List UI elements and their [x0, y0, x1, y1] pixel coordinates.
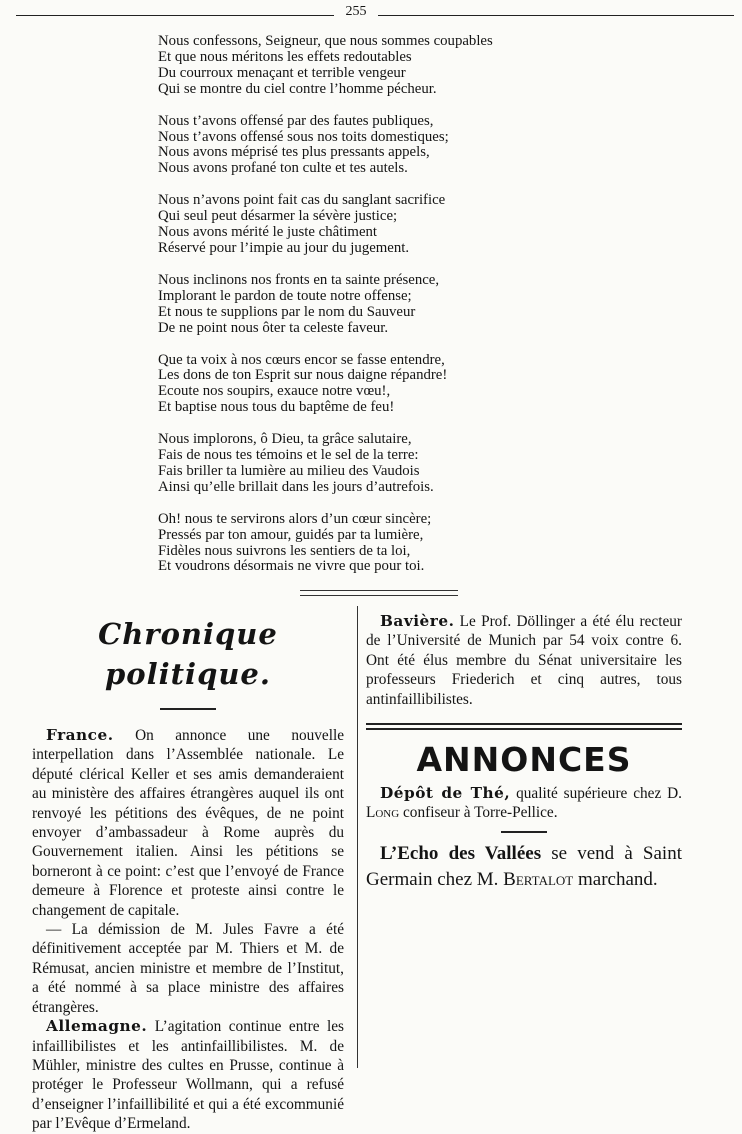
poem-line: Nous t’avons offensé par des fautes publiques, [158, 112, 434, 129]
poem-line: Nous confessons, Seigneur, que nous sommes coupables [158, 33, 493, 49]
poem-line: Nous avons mérité le juste châtiment [158, 224, 378, 241]
poem-line: Et baptise nous tous du baptême de feu! [158, 399, 395, 416]
title-rule [160, 708, 216, 710]
poem-line: Les dons de ton Esprit sur nous daigne répandre! [158, 367, 448, 384]
france-lead: France. [46, 726, 114, 744]
favre-paragraph: — La démission de M. Jules Favre a été définitivement acceptée par M. Thiers et M. de Rémusat, ancien ministre et membre de l’Institut, a été nommé à sa place ministre des affaires étrangères. [32, 921, 344, 1016]
poem-line: Nous t’avons offensé sous nos toits domestiques; [158, 128, 449, 145]
poem-line: Que ta voix à nos cœurs encor se fasse entendre, [158, 351, 445, 368]
france-paragraph [32, 726, 344, 920]
baviere-paragraph [366, 612, 682, 709]
poem-line: Pressés par ton amour, guidés par ta lumière, [158, 526, 424, 543]
poem-stanza [158, 34, 598, 98]
poem-line: Implorant le pardon de toute notre offense; [158, 287, 412, 304]
poem [158, 34, 598, 591]
poem-stanza [158, 273, 598, 337]
annonces-rule-top [366, 723, 682, 725]
baviere-lead: Bavière. [380, 612, 455, 630]
poem-stanza [158, 114, 598, 178]
annonces-title: ANNONCES [416, 740, 632, 780]
the-text-1: qualité supérieure chez D. [510, 785, 682, 803]
poem-line: Ecoute nos soupirs, exauce notre vœu!, [158, 383, 391, 400]
poem-line: Et voudrons désormais ne vivre que pour toi. [158, 558, 425, 575]
poem-line: Et que nous méritons les effets redoutables [158, 48, 412, 65]
poem-separator [300, 595, 458, 596]
poem-line: Nous n’avons point fait cas du sanglant sacrifice [158, 192, 446, 209]
poem-line: Nous avons méprisé tes plus pressants appels, [158, 144, 430, 161]
echo-text-1: se vend à Saint Germain chez M. [366, 842, 682, 890]
page-header [16, 4, 734, 22]
allemagne-text: L’agitation continue entre les infaillibilistes et les antinfaillibilistes. M. de Mühler, ministre des cultes en Prusse, continue à protéger le Professeur Wollmann, qui a refusé d’enseigner l’infaillibilité et qui a été excommunié par l’Evêque d’Ermeland. [32, 1018, 344, 1133]
poem-stanza [158, 432, 598, 496]
poem-line: Nous implorons, ô Dieu, ta grâce salutaire, [158, 431, 412, 448]
poem-line: Nous avons profané ton culte et tes autels. [158, 160, 408, 177]
header-rule-left [16, 15, 334, 16]
echo-announcement [366, 841, 682, 893]
allemagne-paragraph [32, 1017, 344, 1133]
chronique-column-right [366, 612, 682, 893]
france-text: On annonce une nouvelle interpellation dans l’Assemblée nationale. Le député clérical Keller et ses amis demanderaient au ministère des affaires étrangères auquel ils ont renvoyé les pétitions des évêques, de ne point envoyer d’ambassadeur à Rome auprès du Gouvernement italien. Ainsi les pétitions se borneront à ce point: c’est que l’envoyé de France demeure à Florence et proteste ainsi contre le changement de capitale. [32, 727, 344, 919]
poem-line: Fidèles nous suivrons les sentiers de ta loi, [158, 542, 411, 559]
poem-line: Et nous te supplions par le nom du Sauveur [158, 303, 416, 320]
chronique-title: Chronique politique. [98, 617, 278, 691]
annonces-divider [501, 831, 547, 833]
chronique-column-left [32, 612, 344, 1134]
poem-separator [300, 590, 458, 591]
the-text-2: confiseur à Torre-Pellice. [399, 804, 558, 822]
poem-stanza [158, 512, 598, 576]
poem-stanza [158, 353, 598, 417]
poem-line: Du courroux menaçant et terrible vengeur [158, 64, 406, 81]
poem-line: Qui seul peut désarmer la sévère justice; [158, 208, 398, 225]
echo-text-2: marchand. [573, 868, 658, 890]
poem-stanza [158, 193, 598, 257]
poem-line: Réservé pour l’impie au jour du jugement. [158, 239, 410, 256]
poem-line: Nous inclinons nos fronts en ta sainte présence, [158, 271, 440, 288]
page-number: 255 [345, 4, 367, 19]
echo-name: Bertalot [503, 868, 574, 890]
poem-line: Ainsi qu’elle brillait dans les jours d’autrefois. [158, 478, 434, 495]
the-name: Long [366, 804, 400, 822]
the-announcement [366, 784, 682, 823]
annonces-rule-bottom [366, 728, 682, 730]
echo-title: L’Echo des Vallées [380, 842, 542, 864]
poem-line: Qui se montre du ciel contre l’homme pécheur. [158, 80, 437, 97]
header-rule-right [378, 15, 734, 16]
poem-line: Fais briller ta lumière au milieu des Vaudois [158, 462, 420, 479]
poem-line: Fais de nous tes témoins et le sel de la terre: [158, 447, 419, 464]
poem-line: Oh! nous te servirons alors d’un cœur sincère; [158, 510, 432, 527]
baviere-text: Le Prof. Döllinger a été élu recteur de l’Université de Munich par 54 voix contre 6. Ont été élus membre du Sénat universitaire les professeurs Friederich et cinq autres, tous antinfaillibilistes. [366, 613, 682, 708]
poem-line: De ne point nous ôter ta celeste faveur. [158, 319, 389, 336]
the-lead: Dépôt de Thé, [380, 784, 511, 803]
allemagne-lead: Allemagne. [46, 1017, 148, 1036]
column-divider [357, 606, 358, 1068]
